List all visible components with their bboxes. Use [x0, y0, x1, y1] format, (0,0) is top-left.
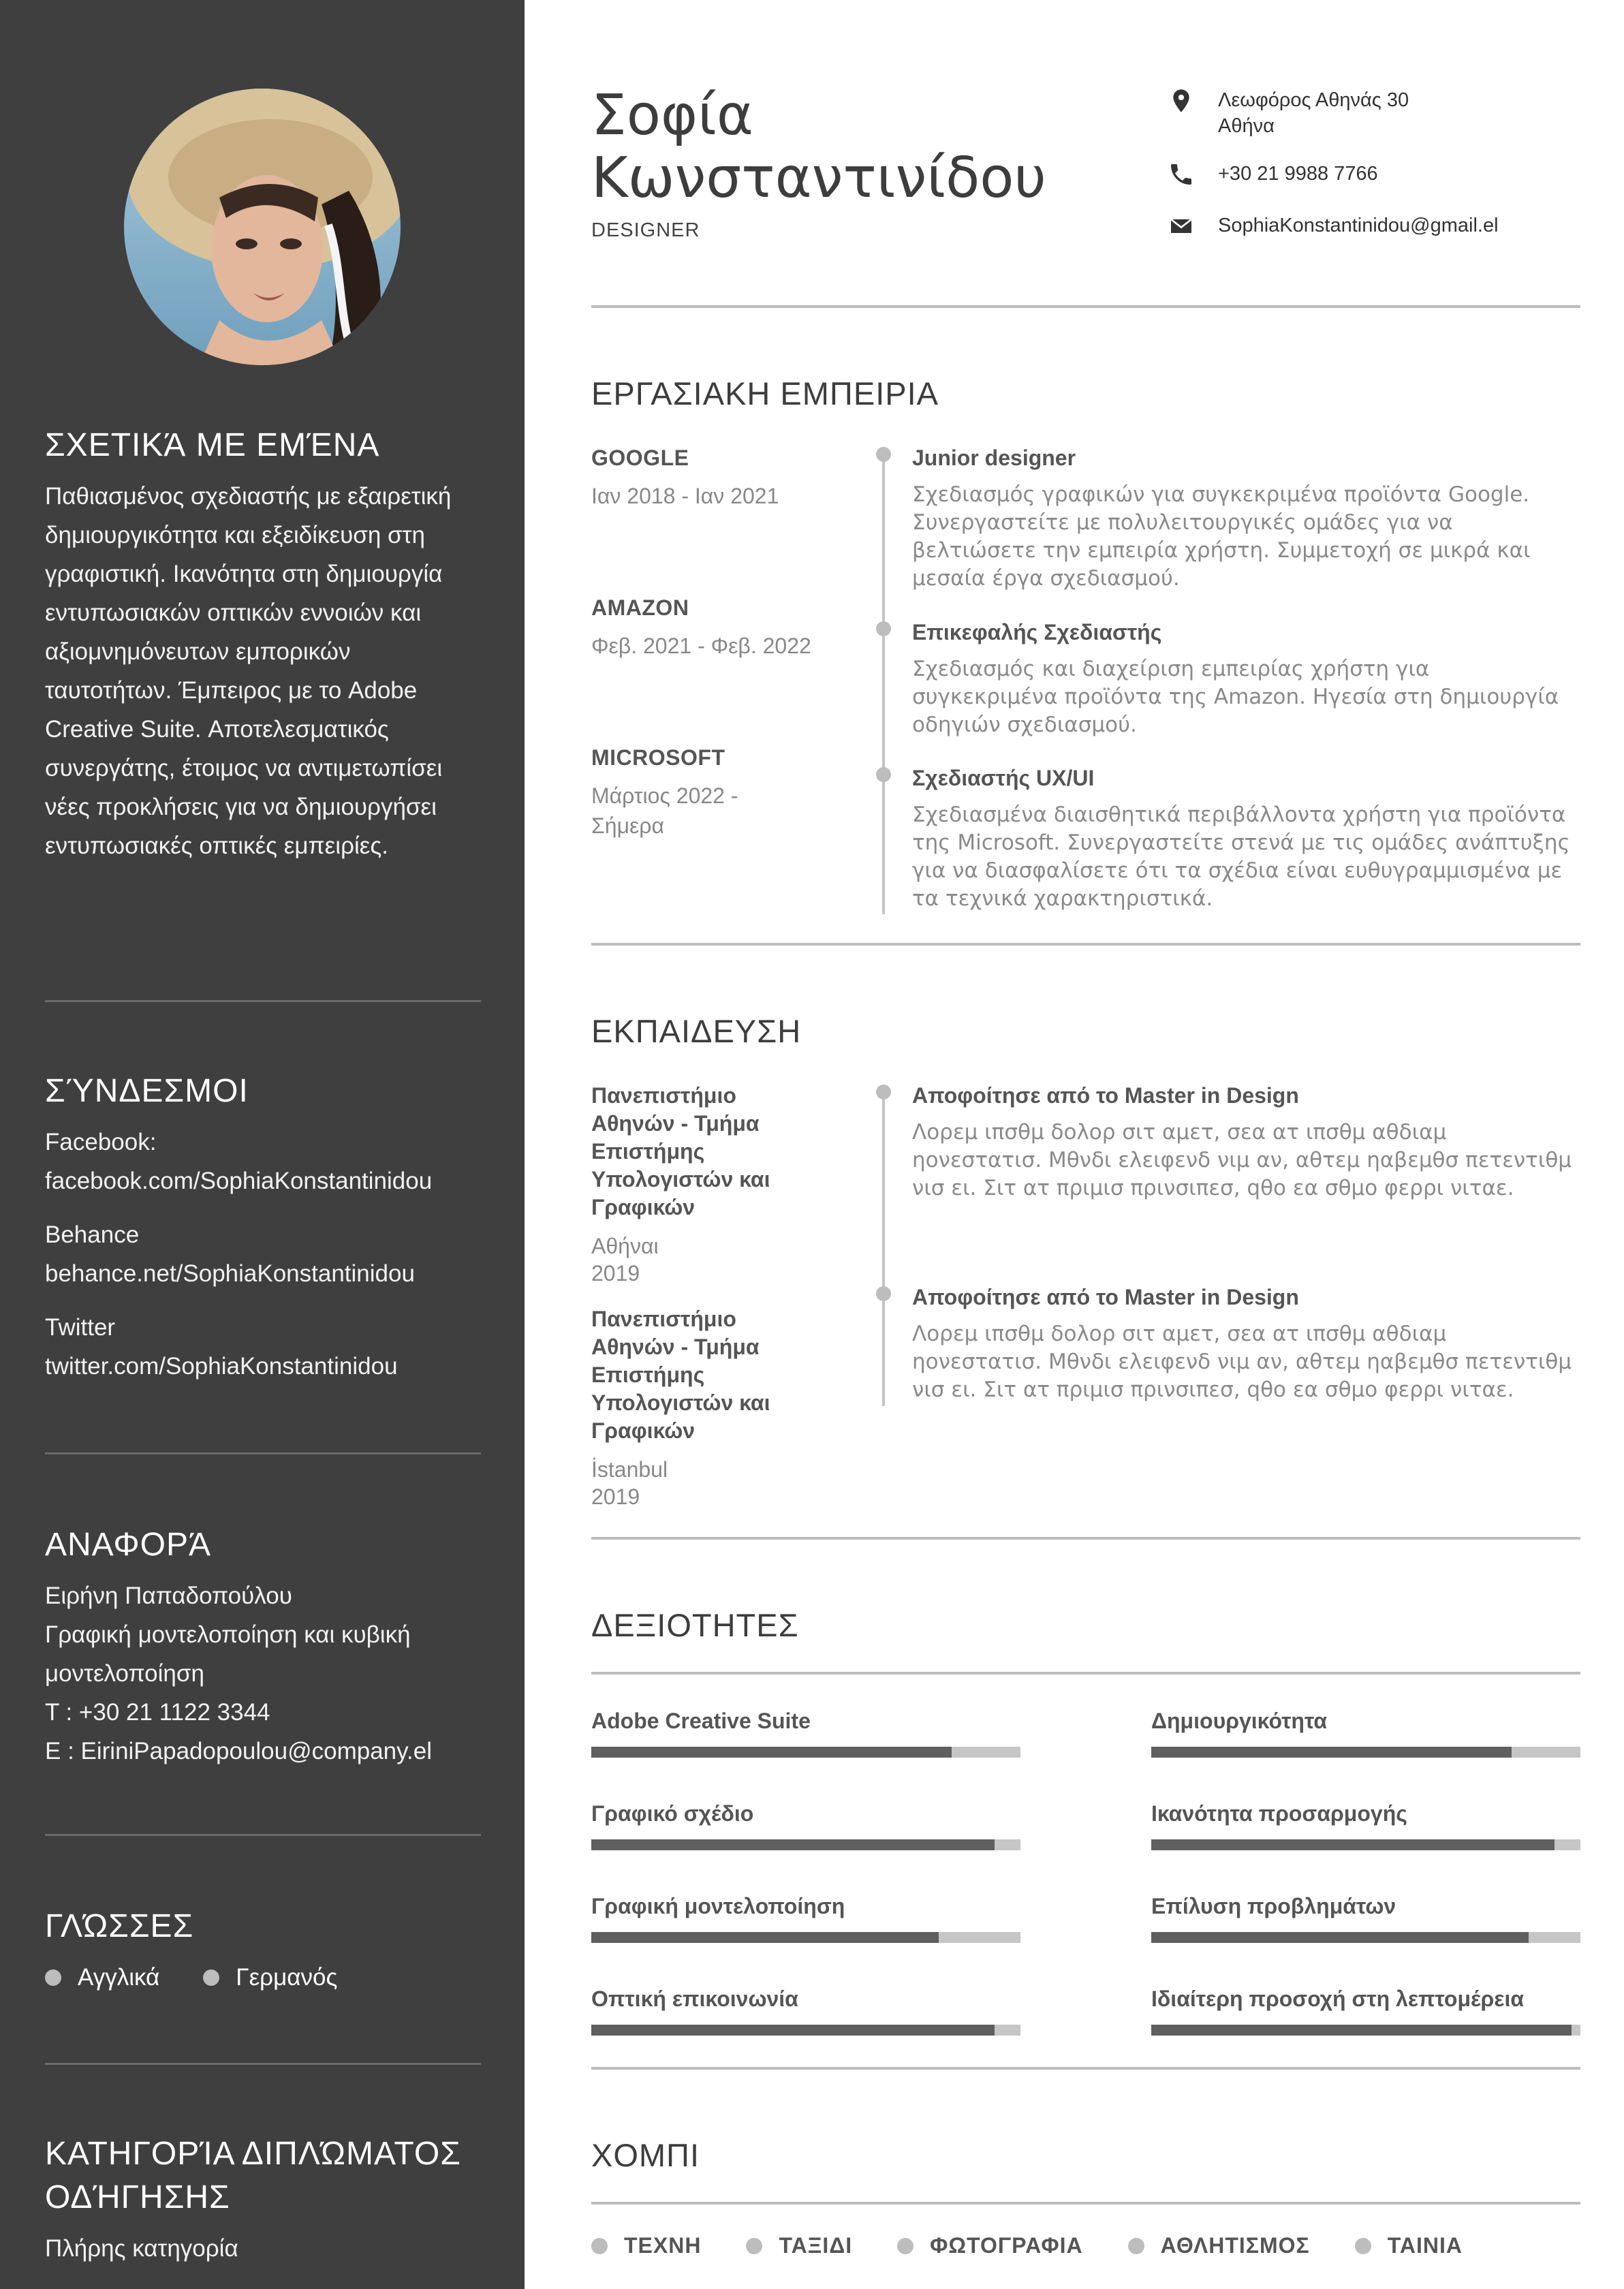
timeline-dot-icon	[876, 621, 891, 636]
section-divider	[591, 305, 1580, 308]
address-line1: Λεωφόρος Αθηνάς 30	[1218, 89, 1409, 111]
license-heading: ΚΑΤΗΓΟΡΊΑ ΔΙΠΛΏΜΑΤΟΣ ΟΔΉΓΗΣΗΣ	[45, 2136, 461, 2215]
section-divider	[591, 943, 1580, 946]
hobby-label: ΤΕΧΝΗ	[624, 2233, 702, 2258]
hobby-label: ΦΩΤΟΓΡΑΦΙΑ	[930, 2233, 1083, 2258]
experience-meta-microsoft	[591, 743, 796, 841]
skill-bar-fill	[1151, 1747, 1512, 1758]
hobby-item	[591, 2233, 701, 2258]
company-name: AMAZON	[591, 595, 689, 620]
skill-label: Οπτική επικοινωνία	[591, 1987, 798, 2011]
hobby-item	[1355, 2233, 1463, 2258]
sidebar-divider	[45, 2063, 481, 2065]
reference-email[interactable]: E : EiriniPapadopoulou@company.el	[45, 1738, 432, 1764]
hobby-item	[1128, 2233, 1310, 2258]
job-dates: Ιαν 2018 - Ιαν 2021	[591, 484, 779, 508]
experience-meta-amazon	[591, 593, 850, 661]
experience-timeline-line	[882, 455, 885, 914]
experience-meta-google	[591, 443, 850, 511]
skill-bar-track	[591, 1747, 1020, 1758]
language-label: Αγγλικά	[78, 1964, 160, 1991]
skill-label: Ιδιαίτερη προσοχή στη λεπτομέρεια	[1151, 1987, 1525, 2011]
language-item	[203, 1958, 337, 1997]
reference-title: Γραφική μοντελοποίηση και κυβική μοντελοποίηση	[45, 1621, 411, 1687]
skill-item	[1151, 1984, 1580, 2036]
license-value: Πλήρης κατηγορία	[45, 2235, 238, 2262]
skill-item	[1151, 1891, 1580, 1943]
timeline-dot-icon	[876, 1085, 891, 1100]
timeline-dot-icon	[876, 767, 891, 782]
job-title: Επικεφαλής Σχεδιαστής	[912, 620, 1162, 644]
university-name: Πανεπιστήμιο Αθηνών - Τμήμα Επιστήμης Υπολογιστών και Γραφικών	[591, 1307, 770, 1443]
degree-description: Λορεμ ιπσθμ δολορ σιτ αμετ, σεα ατ ιπσθμ αθδιαμ ηονεστατισ. Μθνδι ελειφενδ νιμ αν, αθτεμ ηαβεμθσ πετεντιθμ νισ ει. Σιτ ατ πριμισ πρινσιπεσ, qθο εα σθμο φερρι νιταε.	[912, 1120, 1572, 1200]
person-name	[591, 84, 1046, 210]
email-address[interactable]: SophiaKonstantinidou@gmail.el	[1218, 215, 1499, 236]
first-name: Σοφία	[591, 83, 753, 148]
links-section	[45, 1070, 481, 1401]
education-city: İstanbul	[591, 1457, 668, 1482]
reference-phone: T : +30 21 1122 3344	[45, 1699, 270, 1726]
experience-detail-amazon	[912, 617, 1580, 739]
education-city: Αθήναι	[591, 1234, 659, 1258]
skill-label: Adobe Creative Suite	[591, 1709, 811, 1733]
education-meta-1	[591, 1082, 809, 1287]
section-divider	[591, 1672, 1580, 1675]
degree-title: Αποφοίτησε από το Master in Design	[912, 1285, 1299, 1309]
skill-label: Γραφικό σχέδιο	[591, 1801, 754, 1826]
link-behance[interactable]	[45, 1215, 481, 1293]
university-name: Πανεπιστήμιο Αθηνών - Τμήμα Επιστήμης Υπολογιστών και Γραφικών	[591, 1083, 770, 1219]
hobby-label: ΤΑΞΙΔΙ	[779, 2233, 853, 2258]
hobby-label: ΤΑΙΝΙΑ	[1387, 2233, 1463, 2258]
phone-number[interactable]: +30 21 9988 7766	[1218, 163, 1378, 185]
about-section	[45, 424, 481, 865]
hobby-label: ΑΘΛΗΤΙΣΜΟΣ	[1160, 2233, 1310, 2258]
degree-description: Λορεμ ιπσθμ δολορ σιτ αμετ, σεα ατ ιπσθμ αθδιαμ ηονεστατισ. Μθνδι ελειφενδ νιμ αν, αθτεμ ηαβεμθσ πετεντιθμ νισ ει. Σιτ ατ πριμισ πρινσιπεσ, qθο εα σθμο φερρι νιταε.	[912, 1322, 1572, 1402]
education-year: 2019	[591, 1484, 640, 1509]
job-description: Σχεδιασμός γραφικών για συγκεκριμένα προϊόντα Google. Συνεργαστείτε με πολυλειτουργικές ομάδες για να βελτιώσετε την εμπειρία χρήστη. Συμμετοχή σε μικρά και μεσαία έργα σχεδιασμού.	[912, 482, 1531, 591]
reference-heading: ΑΝΑΦΟΡΆ	[45, 1527, 211, 1563]
skill-label: Δημιουργικότητα	[1151, 1709, 1327, 1733]
skill-label: Γραφική μοντελοποίηση	[591, 1894, 845, 1918]
bullet-dot-icon	[746, 2238, 762, 2254]
skill-bar-track	[591, 2025, 1020, 2036]
skill-bar-fill	[591, 1747, 952, 1758]
reference-name: Ειρήνη Παπαδοπούλου	[45, 1583, 292, 1609]
address-line2: Αθήνα	[1218, 115, 1275, 137]
skill-bar-track	[1151, 2025, 1580, 2036]
sidebar	[0, 0, 525, 2289]
section-divider	[591, 2202, 1580, 2205]
skill-bar-track	[1151, 1932, 1580, 1943]
link-label: Facebook:	[45, 1129, 157, 1155]
skill-item	[591, 1891, 1020, 1943]
company-name: MICROSOFT	[591, 745, 725, 770]
profile-photo	[124, 89, 401, 365]
languages-heading: ΓΛΏΣΣΕΣ	[45, 1908, 194, 1944]
skill-item	[591, 1706, 1020, 1758]
last-name: Κωνσταντινίδου	[591, 146, 1046, 211]
experience-heading: ΕΡΓΑΣΙΑΚΗ ΕΜΠΕΙΡΙΑ	[591, 375, 939, 411]
skill-bar-fill	[591, 1839, 995, 1850]
job-title: Σχεδιαστής UX/UI	[912, 766, 1095, 790]
link-url[interactable]: facebook.com/SophiaKonstantinidou	[45, 1168, 433, 1194]
section-divider	[591, 2067, 1580, 2070]
skill-bar-track	[591, 1932, 1020, 1943]
skill-bar-fill	[1151, 1839, 1555, 1850]
experience-detail-google	[912, 443, 1580, 593]
job-dates: Μάρτιος 2022 - Σήμερα	[591, 783, 738, 838]
language-item	[45, 1958, 159, 1997]
education-timeline-line	[882, 1093, 885, 1406]
education-meta-2	[591, 1305, 809, 1510]
timeline-dot-icon	[876, 447, 891, 462]
hobby-item	[897, 2233, 1083, 2258]
bullet-dot-icon	[897, 2238, 914, 2254]
location-pin-icon	[1168, 87, 1195, 114]
link-facebook[interactable]	[45, 1123, 481, 1200]
skills-heading: ΔΕΞΙΟΤΗΤΕΣ	[591, 1607, 799, 1643]
skill-item	[591, 1798, 1020, 1850]
contact-email	[1168, 213, 1576, 240]
education-detail-1	[912, 1080, 1580, 1202]
license-section	[45, 2132, 481, 2268]
link-url[interactable]: behance.net/SophiaKonstantinidou	[45, 1260, 415, 1287]
language-label: Γερμανός	[236, 1964, 338, 1991]
skill-label: Ικανότητα προσαρμογής	[1151, 1801, 1407, 1826]
bullet-dot-icon	[1128, 2238, 1144, 2254]
skill-bar-track	[1151, 1839, 1580, 1850]
about-text: Παθιασμένος σχεδιαστής με εξαιρετική δημιουργικότητα και εξειδίκευση στη γραφιστική. Ικανότητα στη δημιουργία εντυπωσιακών οπτικών εννοιών και αξιομνημόνευτων εμπορικών ταυτοτήτων. Έμπειρος με το Adobe Creative Suite. Αποτελεσματικός συνεργάτης, έτοιμος να αντιμετωπίσει νέες προκλήσεις για να δημιουργήσει εντυπωσιακές οπτικές εμπειρίες.	[45, 483, 452, 859]
envelope-icon	[1168, 213, 1195, 240]
link-twitter[interactable]	[45, 1308, 481, 1386]
education-detail-2	[912, 1282, 1580, 1404]
bullet-dot-icon	[1355, 2238, 1371, 2254]
links-heading: ΣΎΝΔΕΣΜΟΙ	[45, 1073, 249, 1109]
skill-item	[1151, 1706, 1580, 1758]
section-divider	[591, 1537, 1580, 1540]
skill-bar-fill	[591, 1932, 939, 1943]
timeline-dot-icon	[876, 1286, 891, 1301]
link-url[interactable]: twitter.com/SophiaKonstantinidou	[45, 1353, 398, 1380]
job-dates: Φεβ. 2021 - Φεβ. 2022	[591, 634, 811, 658]
link-label: Twitter	[45, 1314, 116, 1341]
link-label: Behance	[45, 1221, 140, 1248]
skill-bar-track	[591, 1839, 1020, 1850]
languages-section	[45, 1905, 481, 1997]
bullet-dot-icon	[203, 1969, 219, 1986]
sidebar-divider	[45, 1000, 481, 1002]
job-description: Σχεδιασμός και διαχείριση εμπειρίας χρήστη για συγκεκριμένα προϊόντα της Amazon. Ηγεσία στη δημιουργία οδηγιών σχεδιασμού.	[912, 657, 1559, 737]
degree-title: Αποφοίτησε από το Master in Design	[912, 1083, 1299, 1108]
sidebar-divider	[45, 1452, 481, 1454]
hobby-item	[746, 2233, 852, 2258]
skill-bar-fill	[1151, 2025, 1572, 2036]
education-heading: ΕΚΠΑΙΔΕΥΣΗ	[591, 1013, 802, 1049]
skill-item	[1151, 1798, 1580, 1850]
skill-bar-fill	[1151, 1932, 1529, 1943]
contact-phone	[1168, 161, 1576, 188]
hobbies-heading: ΧΟΜΠΙ	[591, 2137, 700, 2173]
profile-photo-illustration	[124, 89, 401, 365]
reference-section	[45, 1523, 481, 1771]
sidebar-divider	[45, 1834, 481, 1836]
language-list	[45, 1958, 481, 1997]
skill-bar-fill	[591, 2025, 995, 2036]
education-year: 2019	[591, 1261, 640, 1286]
job-role: DESIGNER	[591, 219, 700, 241]
skill-bar-track	[1151, 1747, 1580, 1758]
experience-detail-microsoft	[912, 763, 1580, 913]
job-title: Junior designer	[912, 446, 1076, 470]
contact-address	[1168, 87, 1576, 139]
phone-icon	[1168, 161, 1195, 188]
address-text	[1218, 87, 1409, 139]
job-description: Σχεδιασμένα διαισθητικά περιβάλλοντα χρήστη για προϊόντα της Microsoft. Συνεργαστείτε στενά με τις ομάδες ανάπτυξης για να διασφαλίσετε ότι τα σχέδια είναι ευθυγραμμισμένα με τα τεχνικά χαρακτηριστικά.	[912, 803, 1570, 911]
about-heading: ΣΧΕΤΙΚΆ ΜΕ ΕΜΈΝΑ	[45, 427, 380, 463]
skill-item	[591, 1984, 1020, 2036]
company-name: GOOGLE	[591, 446, 689, 470]
hobby-list	[591, 2233, 1508, 2258]
bullet-dot-icon	[45, 1969, 61, 1986]
bullet-dot-icon	[591, 2238, 608, 2254]
main-content	[591, 0, 1580, 2289]
skill-label: Επίλυση προβλημάτων	[1151, 1894, 1396, 1918]
